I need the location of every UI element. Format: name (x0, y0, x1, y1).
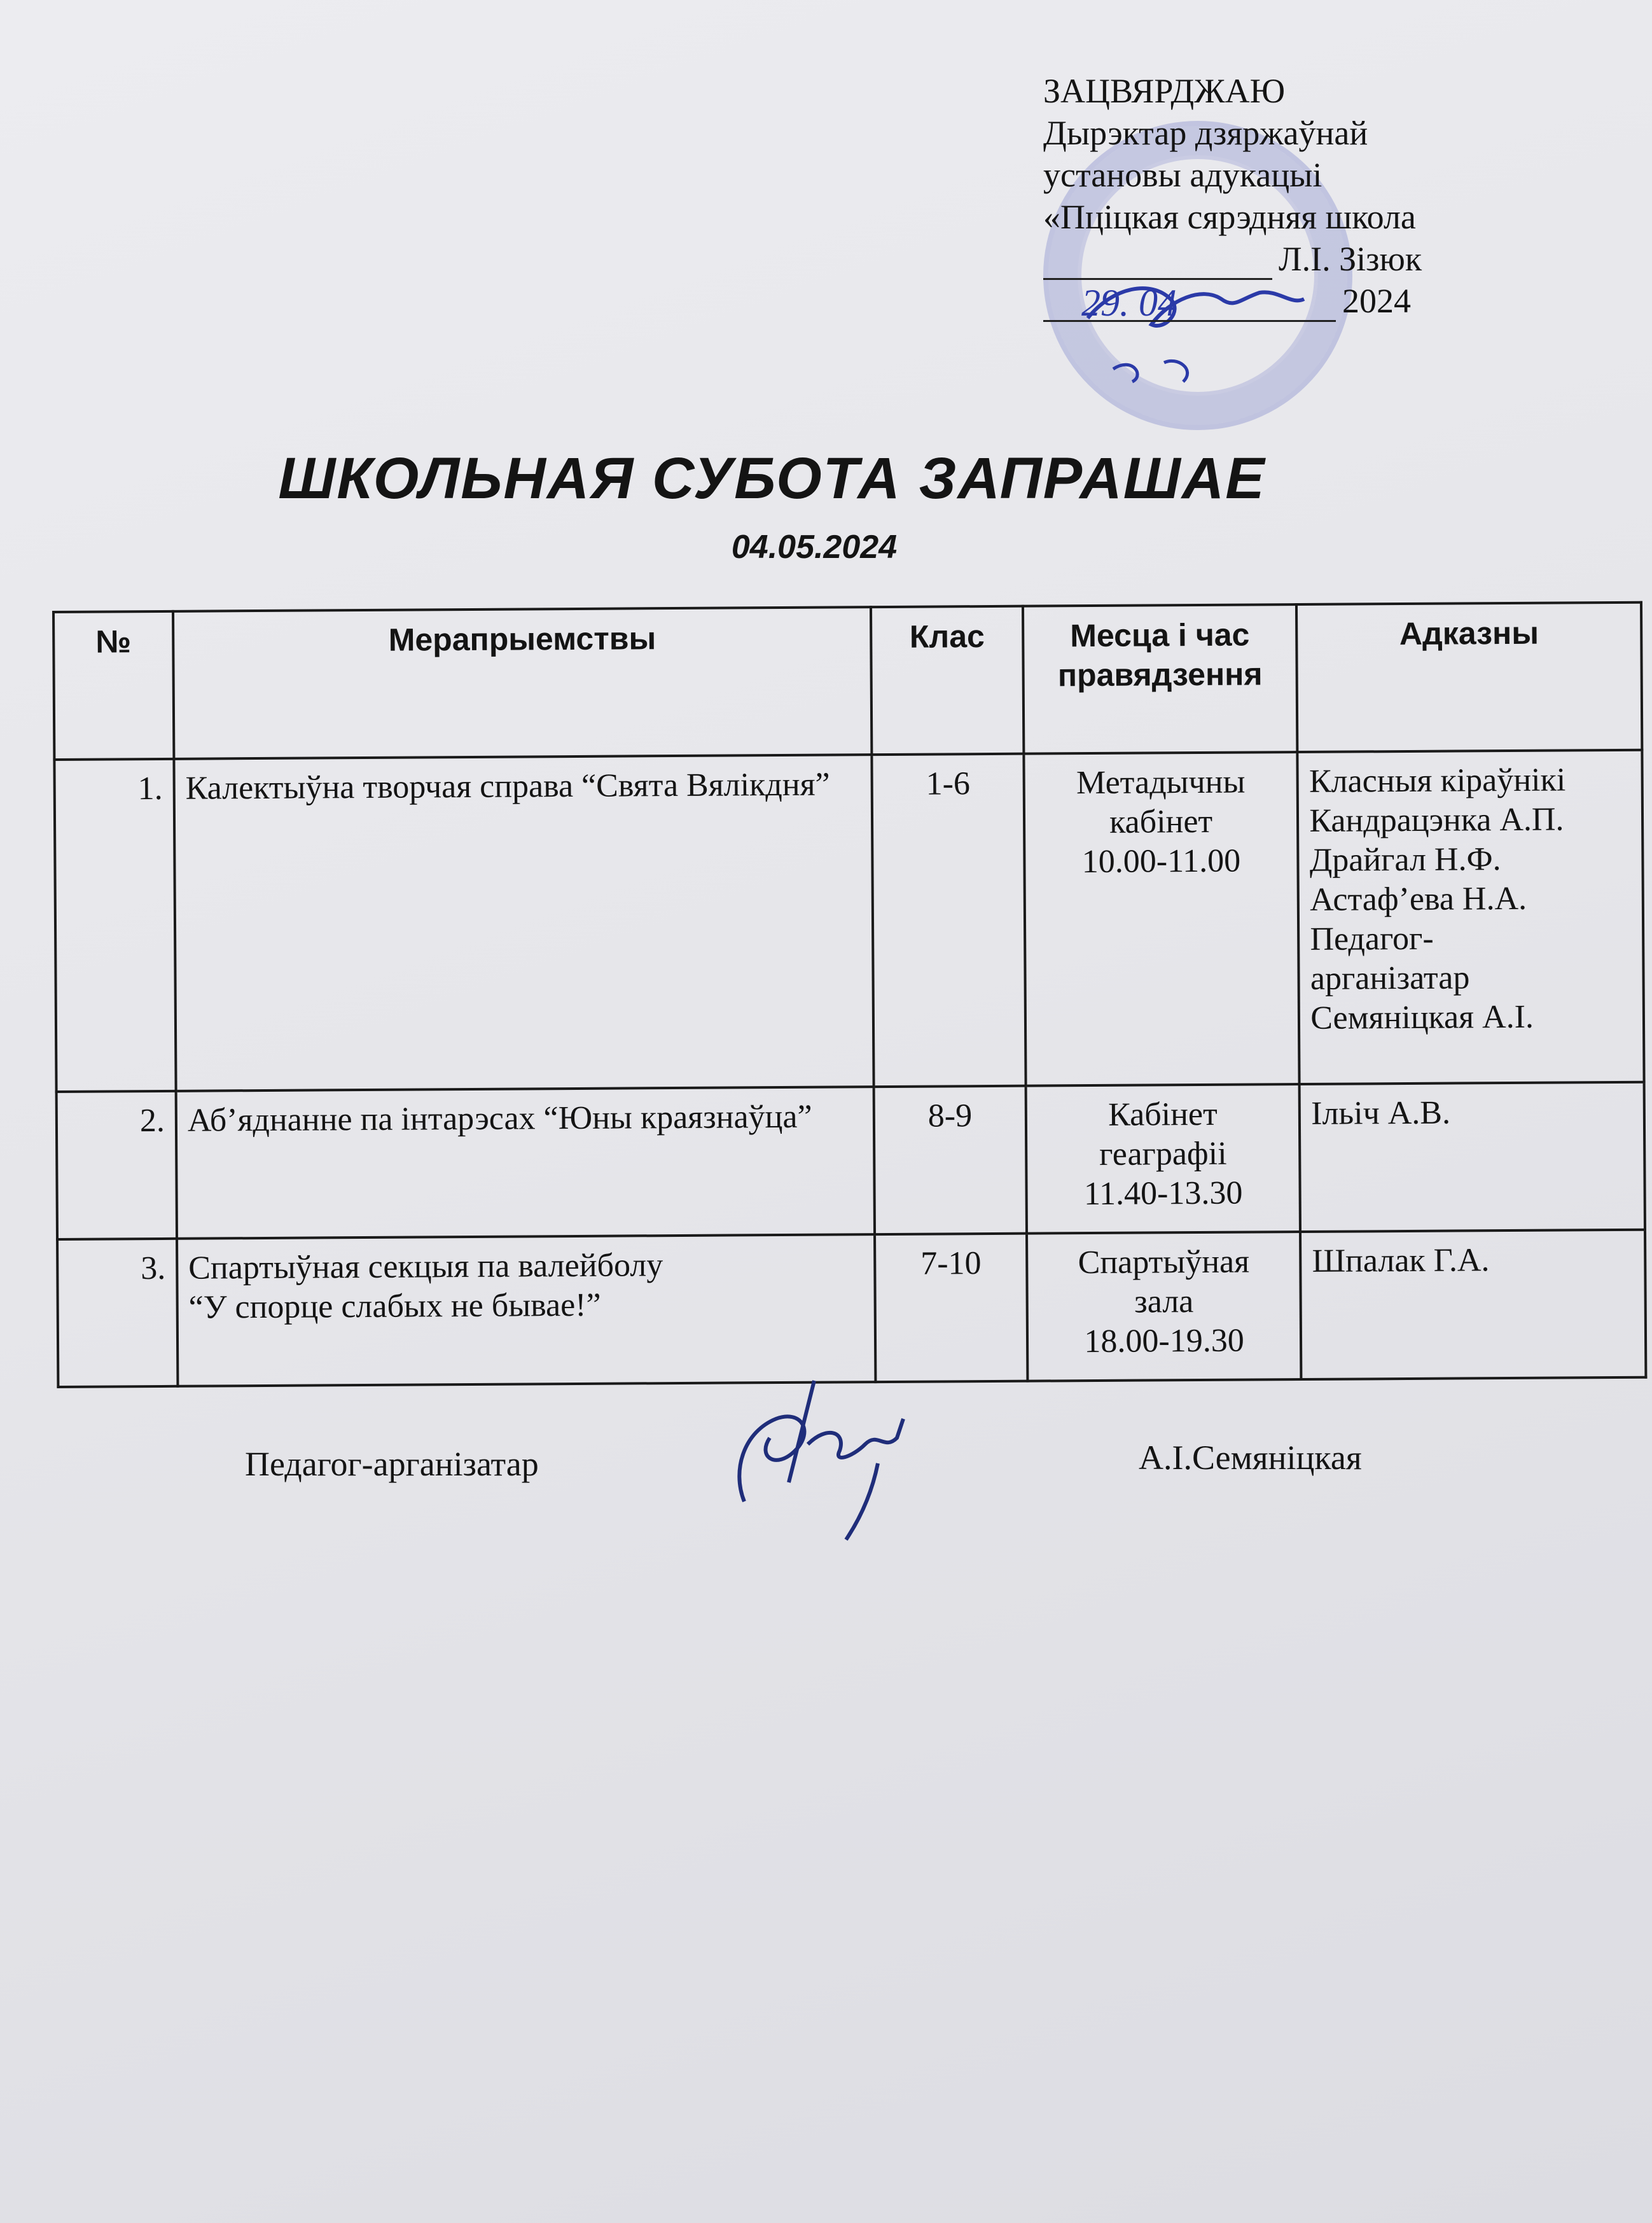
row-place (1027, 1232, 1301, 1381)
footer-name: А.І.Семяніцкая (1139, 1439, 1362, 1477)
approval-date-line (1043, 280, 1527, 322)
row-event: Аб’яднанне па інтарэсах “Юны краязнаўца” (176, 1087, 875, 1239)
event-date: 04.05.2024 (731, 529, 898, 566)
approval-date-handwritten: 29. 04 (1081, 282, 1177, 324)
header-place: Месца і час правядзення (1023, 604, 1298, 754)
place-line: геаграфіі (1099, 1135, 1227, 1173)
place-line: Метадычны (1076, 763, 1246, 802)
schedule-table (52, 601, 1647, 1388)
approval-line3: «Пціцкая сярэдняя школа (1043, 198, 1416, 236)
place-line: Спартыўная (1078, 1243, 1250, 1281)
row-number: 3. (57, 1239, 177, 1387)
date-underline (1043, 282, 1336, 324)
responsible-line: Педагог- (1310, 920, 1434, 958)
row-number: 2. (57, 1091, 177, 1239)
header-num: № (53, 611, 174, 760)
event-line: “У спорце слабых не бывае!” (188, 1286, 601, 1326)
approval-line2: установы адукацыі (1043, 156, 1322, 194)
header-class: Клас (871, 606, 1024, 755)
approval-block (1043, 70, 1527, 322)
row-place (1024, 752, 1300, 1086)
signature-underline (1043, 246, 1272, 280)
page-title-text: ШКОЛЬНАЯ СУБОТА ЗАПРАШАЕ (278, 446, 1266, 511)
row-event: Калектыўна творчая справа “Свята Вялікдня” (174, 755, 874, 1091)
row-responsible (1298, 750, 1644, 1084)
table-row (54, 750, 1644, 1092)
approval-signer-line (1043, 238, 1527, 280)
row-class: 7-10 (875, 1234, 1027, 1382)
row-class: 8-9 (874, 1086, 1027, 1234)
place-time: 11.40-13.30 (1083, 1174, 1243, 1213)
responsible-line: Кандрацэнка А.П. (1309, 801, 1564, 839)
responsible-line: Астаф’ева Н.А. (1309, 880, 1527, 918)
responsible-line: Семяніцкая А.І. (1310, 998, 1534, 1036)
approval-signer: Л.І. Зізюк (1279, 240, 1422, 278)
table-row (57, 1082, 1645, 1239)
place-line: Кабінет (1107, 1096, 1218, 1133)
header-event: Мерапрыемствы (173, 607, 872, 759)
place-line: зала (1134, 1283, 1194, 1320)
row-number: 1. (54, 759, 176, 1092)
header-responsible: Адказны (1296, 603, 1642, 752)
approval-heading: ЗАЦВЯРДЖАЮ (1043, 72, 1286, 110)
event-line: Спартыўная секцыя па валейболу (188, 1247, 663, 1286)
responsible-line: Драйгал Н.Ф. (1309, 841, 1501, 879)
responsible-line: арганізатар (1310, 959, 1470, 997)
row-class: 1-6 (872, 754, 1026, 1087)
row-responsible (1300, 1230, 1646, 1379)
table-header-row (53, 603, 1642, 760)
responsible-line: Шпалак Г.А. (1312, 1242, 1490, 1279)
row-responsible (1300, 1082, 1645, 1232)
row-place (1025, 1084, 1300, 1234)
responsible-line: Класныя кіраўнікі (1308, 762, 1566, 800)
approval-line1: Дырэктар дзяржаўнай (1043, 114, 1368, 152)
place-time: 10.00-11.00 (1081, 842, 1241, 881)
approval-year: 2024 (1342, 282, 1411, 320)
place-time: 18.00-19.30 (1084, 1322, 1244, 1360)
place-line: кабінет (1109, 803, 1213, 840)
page-title (0, 445, 1652, 512)
footer-role: Педагог-арганізатар (245, 1445, 539, 1483)
organizer-signature (719, 1355, 929, 1546)
responsible-line: Ільіч А.В. (1311, 1094, 1451, 1132)
